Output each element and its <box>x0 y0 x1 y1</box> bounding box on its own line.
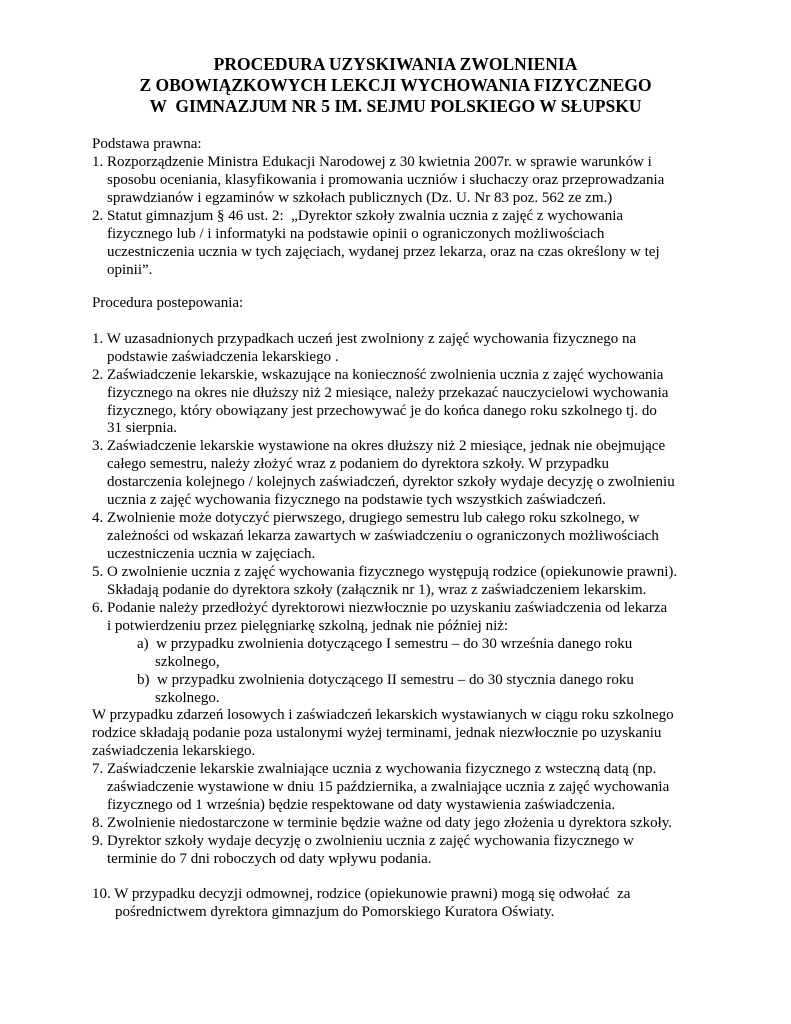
procedure-item-5-line: 5. O zwolnienie ucznia z zajęć wychowania fizycznego występują rodzice (opiekunowie prawni). <box>92 564 678 580</box>
procedure-item-3-line: ucznia z zajęć wychowania fizycznego na podstawie tych wszystkich zaświadczeń. <box>107 492 606 508</box>
procedure-item-9-line: terminie do 7 dni roboczych od daty wpływu podania. <box>107 851 432 867</box>
title-line-2: Z OBOWIĄZKOWYCH LEKCJI WYCHOWANIA FIZYCZNEGO <box>139 75 652 95</box>
procedure-item-2-line: 2. Zaświadczenie lekarskie, wskazujące na konieczność zwolnienia ucznia z zajęć wychowania <box>92 367 664 383</box>
procedure-item-3-line: 3. Zaświadczenie lekarskie wystawione na okres dłuższy niż 2 miesiące, jednak nie obejmujące <box>92 438 666 454</box>
procedure-item-2-line: fizycznego na okres nie dłuższy niż 2 miesiące, należy przekazać nauczycielowi wychowania <box>107 385 669 401</box>
procedure-item-6-line: i potwierdzeniu przez pielęgniarkę szkolną, jednak nie później niż: <box>107 618 509 634</box>
procedure-heading: Procedura postepowania: <box>92 295 244 311</box>
procedure-note-line: rodzice składają podanie poza ustalonymi wyżej terminami, jednak niezwłocznie po uzyskaniu <box>92 725 662 741</box>
procedure-item-6-subitem-a: szkolnego, <box>155 654 220 670</box>
procedure-item-6-line: 6. Podanie należy przedłożyć dyrektorowi niezwłocznie po uzyskaniu zaświadczenia od lekarza <box>92 600 668 616</box>
legal-item-2-line: opinii”. <box>107 262 153 278</box>
procedure-item-10-line: 10. W przypadku decyzji odmownej, rodzice (opiekunowie prawni) mogą się odwołać za <box>92 886 631 902</box>
procedure-item-7-line: zaświadczenie wystawione w dniu 15 października, a zwalniające ucznia z zajęć wychowania <box>107 779 670 795</box>
procedure-item-9-line: 9. Dyrektor szkoły wydaje decyzję o zwolnieniu ucznia z zajęć wychowania fizycznego w <box>92 833 634 849</box>
procedure-item-7-line: fizycznego od 1 września) będzie respektowane od daty wystawienia zaświadczenia. <box>107 797 616 813</box>
procedure-item-1-line: 1. W uzasadnionych przypadkach uczeń jest zwolniony z zajęć wychowania fizycznego na <box>92 331 637 347</box>
procedure-item-4-line: 4. Zwolnienie może dotyczyć pierwszego, drugiego semestru lub całego roku szkolnego, w <box>92 510 640 526</box>
procedure-item-1-line: podstawie zaświadczenia lekarskiego . <box>107 349 339 365</box>
legal-item-1-line: sposobu oceniania, klasyfikowania i promowania uczniów i słuchaczy oraz przeprowadzania <box>107 172 665 188</box>
legal-item-2-line: fizycznego lub / i informatyki na podstawie opinii o ograniczonych możliwościach <box>107 226 605 242</box>
title-line-3: W GIMNAZJUM NR 5 IM. SEJMU POLSKIEGO W SŁUPSKU <box>149 96 642 116</box>
procedure-item-3-line: całego semestru, należy złożyć wraz z podaniem do dyrektora szkoły. W przypadku <box>107 456 610 472</box>
procedure-item-5-line: Składają podanie do dyrektora szkoły (załącznik nr 1), wraz z zaświadczeniem lekarskim. <box>107 582 647 598</box>
legal-basis-heading: Podstawa prawna: <box>92 136 202 152</box>
procedure-item-8-line: 8. Zwolnienie niedostarczone w terminie będzie ważne od daty jego złożenia u dyrektora szkoły. <box>92 815 673 831</box>
procedure-note-line: zaświadczenia lekarskiego. <box>92 743 256 759</box>
procedure-note-line: W przypadku zdarzeń losowych i zaświadczeń lekarskich wystawianych w ciągu roku szkolnego <box>92 707 674 723</box>
procedure-item-2-line: fizycznego, który obowiązany jest przechowywać je do końca danego roku szkolnego tj. do <box>107 403 657 419</box>
procedure-item-7-line: 7. Zaświadczenie lekarskie zwalniające ucznia z wychowania fizycznego z wsteczną datą (np. <box>92 761 657 777</box>
title-line-1: PROCEDURA UZYSKIWANIA ZWOLNIENIA <box>213 54 578 74</box>
procedure-item-6-subitem-a: a) w przypadku zwolnienia dotyczącego I semestru – do 30 września danego roku <box>137 636 633 652</box>
procedure-item-2-line: 31 sierpnia. <box>107 420 177 436</box>
procedure-item-6-subitem-b: b) w przypadku zwolnienia dotyczącego II semestru – do 30 stycznia danego roku <box>137 672 634 688</box>
legal-item-2-line: 2. Statut gimnazjum § 46 ust. 2: „Dyrektor szkoły zwalnia ucznia z zajęć z wychowania <box>92 208 624 224</box>
procedure-item-4-line: uczestniczenia ucznia w zajęciach. <box>107 546 316 562</box>
legal-item-2-line: uczestniczenia ucznia w tych zajęciach, wydanej przez lekarza, oraz na czas określony w tej <box>107 244 660 260</box>
procedure-item-3-line: dostarczenia kolejnego / kolejnych zaświadczeń, dyrektor szkoły wydaje decyzję o zwolnieniu <box>107 474 675 490</box>
legal-item-1-line: sprawdzianów i egzaminów w szkołach publicznych (Dz. U. Nr 83 poz. 562 ze zm.) <box>107 190 613 206</box>
document-title <box>0 54 791 117</box>
procedure-item-4-line: zależności od wskazań lekarza zawartych w zaświadczeniu o ograniczonych możliwościach <box>107 528 659 544</box>
procedure-item-6-subitem-b: szkolnego. <box>155 690 220 706</box>
legal-item-1-line: 1. Rozporządzenie Ministra Edukacji Narodowej z 30 kwietnia 2007r. w sprawie warunków i <box>92 154 652 170</box>
procedure-item-10-line: pośrednictwem dyrektora gimnazjum do Pomorskiego Kuratora Oświaty. <box>115 904 555 920</box>
